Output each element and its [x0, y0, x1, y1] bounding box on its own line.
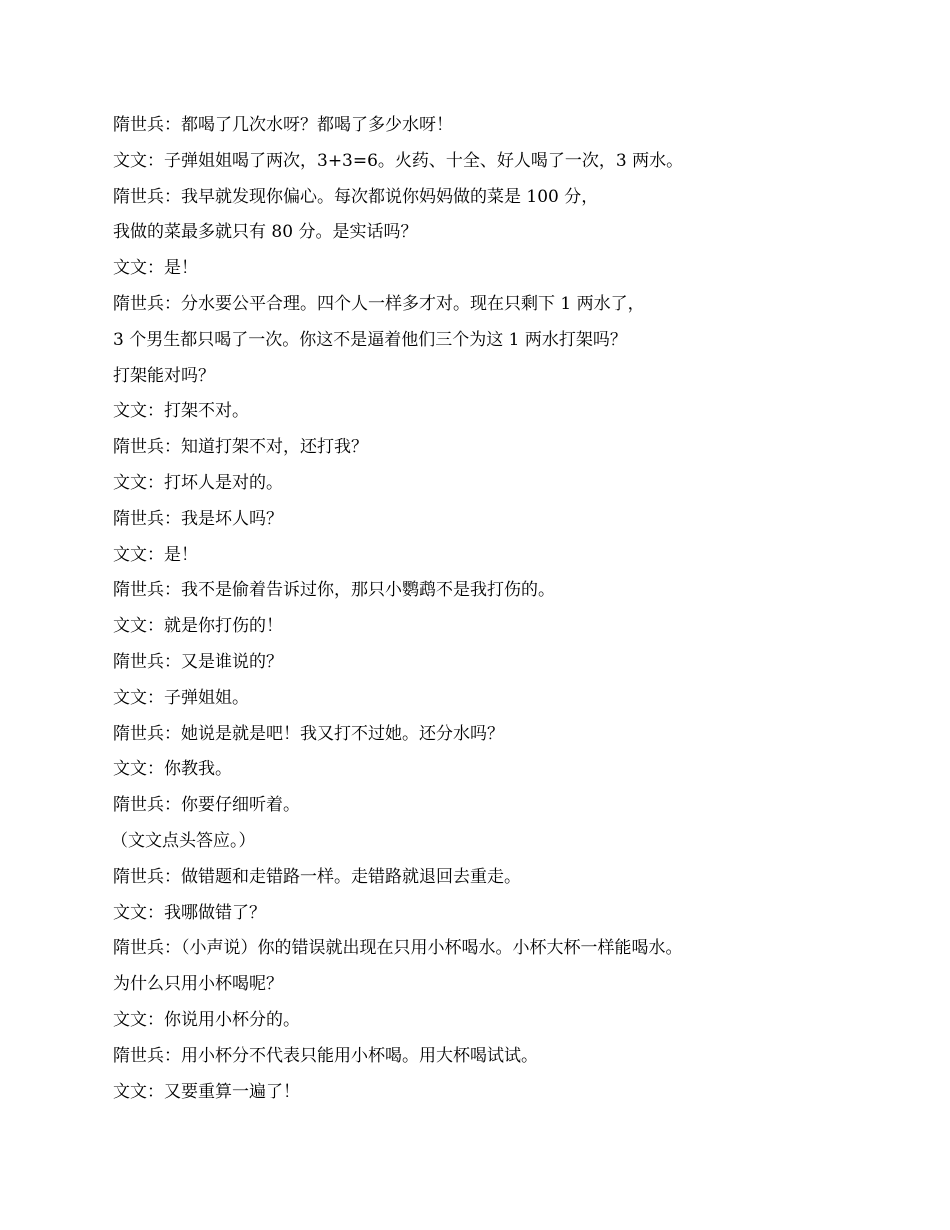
dialogue-line: 文文：是！ — [113, 544, 198, 565]
dialogue-line: 文文：又要重算一遍了！ — [113, 1081, 300, 1102]
dialogue-line: 文文：我哪做错了？ — [113, 902, 266, 923]
dialogue-line: 打架能对吗？ — [113, 365, 215, 386]
dialogue-line: 文文：子弹姐姐。 — [113, 687, 249, 708]
dialogue-line: 隋世兵：我是坏人吗？ — [113, 508, 283, 529]
dialogue-line: 文文：打坏人是对的。 — [113, 472, 283, 493]
dialogue-line: 隋世兵：知道打架不对，还打我？ — [113, 437, 368, 458]
dialogue-line: 隋世兵：又是谁说的？ — [113, 651, 283, 672]
dialogue-line: 文文：你说用小杯分的。 — [113, 1009, 300, 1030]
dialogue-line: 隋世兵：做错题和走错路一样。走错路就退回去重走。 — [113, 866, 521, 887]
dialogue-line: 文文：子弹姐姐喝了两次，3+3=6。火药、十全、好人喝了一次，3 两水。 — [113, 150, 684, 171]
dialogue-line: 隋世兵：用小杯分不代表只能用小杯喝。用大杯喝试试。 — [113, 1045, 538, 1066]
dialogue-line: 3 个男生都只喝了一次。你这不是逼着他们三个为这 1 两水打架吗？ — [113, 329, 627, 350]
dialogue-line: 隋世兵：我早就发现你偏心。每次都说你妈妈做的菜是 100 分， — [113, 186, 599, 207]
dialogue-line: 文文：是！ — [113, 258, 198, 279]
dialogue-line: 隋世兵：都喝了几次水呀？都喝了多少水呀！ — [113, 115, 453, 135]
dialogue-line: 文文：打架不对。 — [113, 401, 249, 422]
dialogue-line: 为什么只用小杯喝呢？ — [113, 974, 283, 995]
dialogue-line: 隋世兵：你要仔细听着。 — [113, 795, 300, 816]
dialogue-line: 隋世兵：她说是就是吧！我又打不过她。还分水吗？ — [113, 723, 504, 744]
dialogue-line: 我做的菜最多就只有 80 分。是实话吗？ — [113, 222, 418, 243]
dialogue-line: 隋世兵：我不是偷着告诉过你，那只小鹦鹉不是我打伤的。 — [113, 580, 555, 601]
dialogue-line: 隋世兵：（小声说）你的错误就出现在只用小杯喝水。小杯大杯一样能喝水。 — [113, 938, 683, 959]
dialogue-text — [113, 108, 903, 1110]
dialogue-line: 文文：就是你打伤的！ — [113, 616, 283, 637]
dialogue-line: 文文：你教我。 — [113, 759, 232, 780]
dialogue-line: 隋世兵：分水要公平合理。四个人一样多才对。现在只剩下 1 两水了， — [113, 293, 645, 314]
stage-direction: （文文点头答应。） — [111, 830, 256, 851]
